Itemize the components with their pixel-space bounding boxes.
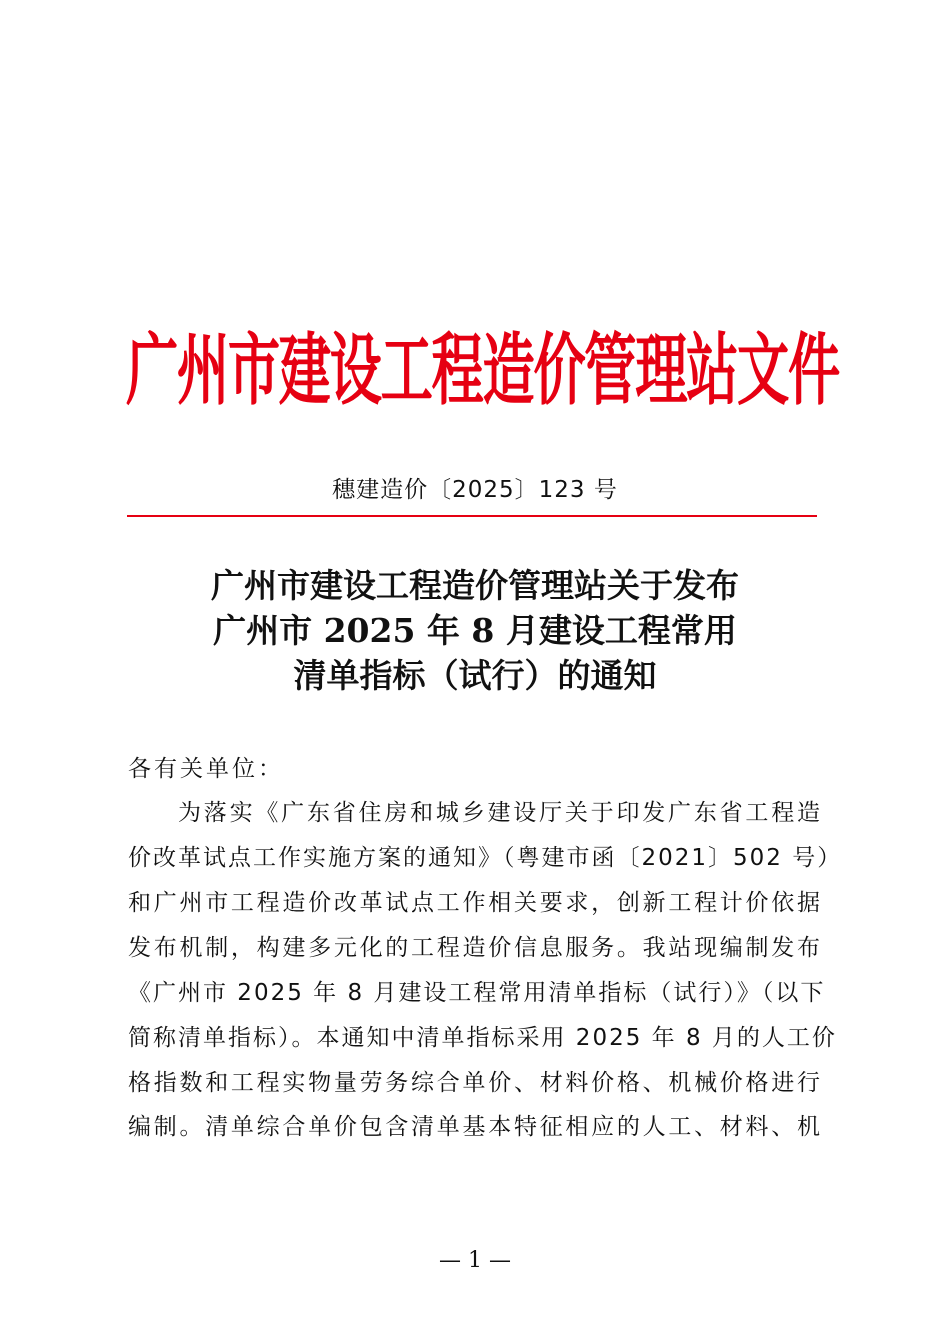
document-number: 穗建造价〔2025〕123 号 [332, 477, 618, 503]
body-line: 发布机制，构建多元化的工程造价信息服务。我站现编制发布 [128, 935, 822, 961]
notice-title-line-2: 广州市 2025 年 8 月建设工程常用 [213, 611, 737, 650]
document-header-title: 广州市建设工程造价管理站文件 [126, 326, 839, 416]
red-divider [127, 515, 817, 517]
body-line: 和广州市工程造价改革试点工作相关要求，创新工程计价依据 [128, 890, 822, 916]
salutation: 各有关单位： [128, 756, 284, 782]
body-line: 简称清单指标）。本通知中清单指标采用 2025 年 8 月的人工价 [128, 1025, 837, 1051]
body-line: 编制。清单综合单价包含清单基本特征相应的人工、材料、机 [128, 1114, 822, 1140]
body-line: 价改革试点工作实施方案的通知》（粤建市函〔2021〕502 号） [128, 845, 843, 871]
notice-title-line-1: 广州市建设工程造价管理站关于发布 [211, 566, 739, 605]
body-line: 《广州市 2025 年 8 月建设工程常用清单指标（试行）》（以下 [128, 980, 826, 1006]
body-line: 格指数和工程实物量劳务综合单价、材料价格、机械价格进行 [128, 1070, 822, 1096]
notice-title-line-3: 清单指标（试行）的通知 [293, 656, 657, 695]
page-number: — 1 — [439, 1248, 511, 1273]
body-line: 为落实《广东省住房和城乡建设厅关于印发广东省工程造 [178, 800, 822, 826]
